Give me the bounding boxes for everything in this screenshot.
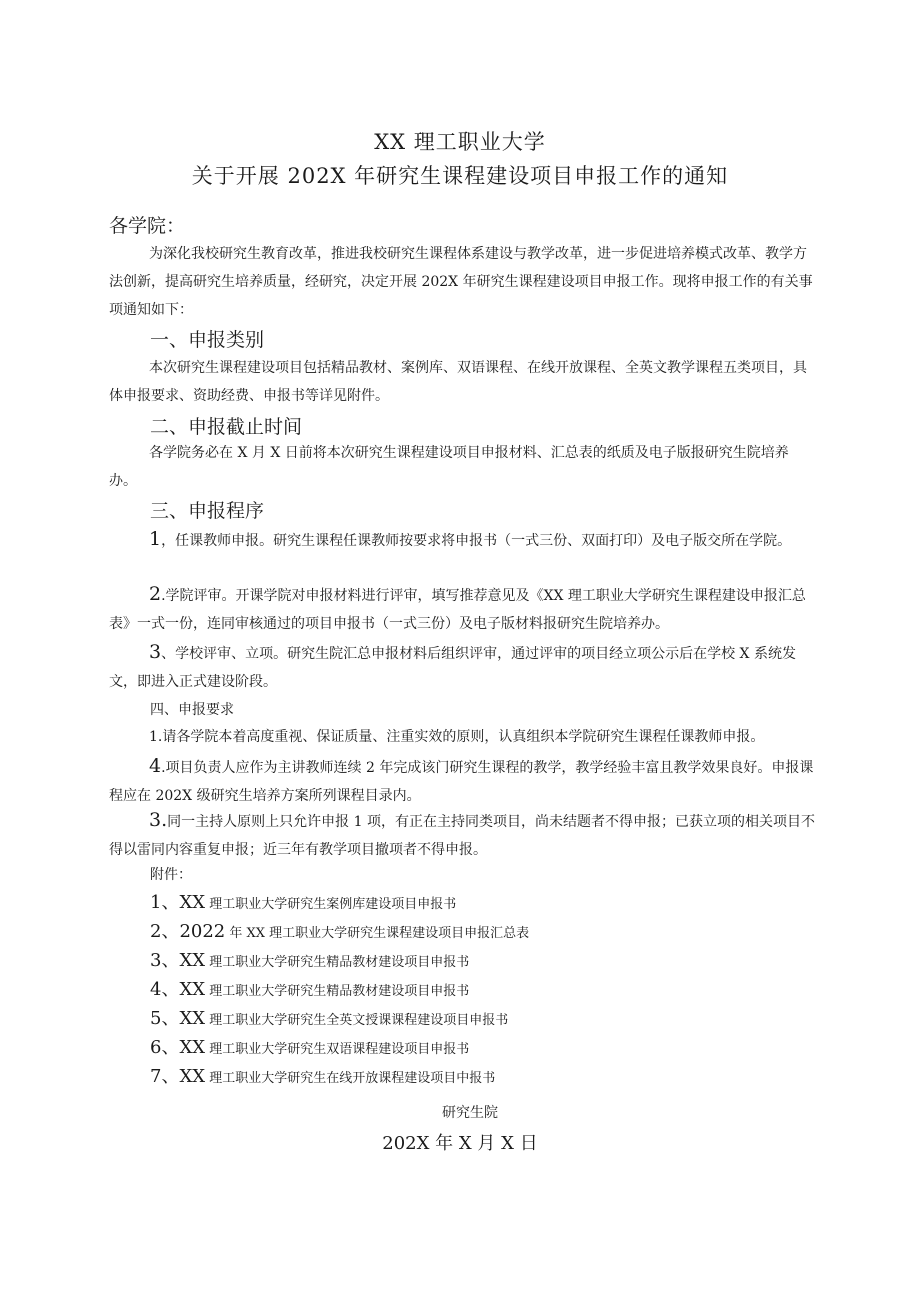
title-notice: 关于开展 202X 年研究生课程建设项目申报工作的通知 bbox=[191, 164, 729, 188]
attachment-text: 理工职业大学研究生精品教材建设项目申报书 bbox=[209, 984, 470, 999]
attachment-prefix: 1、XX bbox=[150, 892, 206, 913]
section-heading-3: 三、申报程序 bbox=[150, 500, 265, 522]
procedure-item-1 bbox=[109, 525, 815, 555]
attachment-prefix: 7、XX bbox=[150, 1066, 206, 1087]
attachments-heading: 附件： bbox=[150, 867, 192, 883]
attachment-text: 理工职业大学研究生在线开放课程建设项目中报书 bbox=[209, 1071, 496, 1086]
attachment-prefix: 3、XX bbox=[150, 950, 206, 971]
requirement-item-2-num: 4 bbox=[149, 755, 162, 777]
attachment-prefix: 5、XX bbox=[150, 1008, 206, 1029]
procedure-item-3-text: 、学校评审、立项。研究生院汇总申报材料后组织评审，通过评审的项目经立项公示后在学校 X 系统发文，即进入正式建设阶段。 bbox=[109, 646, 796, 690]
requirement-item-3-num: 3. bbox=[149, 809, 168, 831]
attachment-item bbox=[150, 1004, 529, 1033]
attachment-item bbox=[150, 975, 529, 1004]
section-heading-2: 二、申报截止时间 bbox=[150, 416, 303, 438]
procedure-item-2 bbox=[109, 580, 815, 638]
procedure-item-3-num: 3 bbox=[149, 641, 162, 663]
attachment-item bbox=[150, 1062, 529, 1091]
salutation: 各学院： bbox=[109, 215, 186, 237]
attachment-prefix: 4、XX bbox=[150, 979, 206, 1000]
attachment-item bbox=[150, 917, 529, 946]
section-heading-1: 一、申报类别 bbox=[150, 329, 265, 351]
attachment-text: 理工职业大学研究生全英文授课课程建设项目申报书 bbox=[209, 1013, 509, 1028]
attachment-item bbox=[150, 888, 529, 917]
requirement-item-2-text: .项目负责人应作为主讲教师连续 2 年完成该门研究生课程的教学，教学经验丰富且教学效果良好。申报课程应在 202X 级研究生培养方案所列课程目录内。 bbox=[109, 760, 814, 804]
requirement-item-1-num: 1. bbox=[149, 729, 163, 745]
attachment-text: 年 XX 理工职业大学研究生课程建设项目申报汇总表 bbox=[229, 926, 530, 941]
procedure-item-1-text: ，任课教师申报。研究生课程任课教师按要求将申报书（一式三份、双面打印）及电子版交所在学院。 bbox=[161, 533, 792, 549]
attachments-list bbox=[150, 888, 529, 1091]
procedure-item-2-num: 2 bbox=[149, 583, 162, 605]
intro-paragraph: 为深化我校研究生教育改革，推进我校研究生课程体系建设与教学改革，进一步促进培养模式改革、教学方法创新，提高研究生培养质量，经研究，决定开展 202X 年研究生课程建设项目申报工作。现将申报工作的有关事项通知如下： bbox=[109, 246, 813, 318]
section-2-text: 各学院务必在 X 月 X 日前将本次研究生课程建设项目申报材料、汇总表的纸质及电子版报研究生院培养办。 bbox=[109, 445, 789, 489]
attachment-prefix: 6、XX bbox=[150, 1037, 206, 1058]
title-university: XX 理工职业大学 bbox=[374, 130, 546, 154]
attachment-text: 理工职业大学研究生案例库建设项目申报书 bbox=[209, 897, 457, 912]
requirement-item-1 bbox=[109, 723, 815, 751]
procedure-item-3 bbox=[109, 638, 815, 696]
requirement-item-1-text: 请各学院本着高度重视、保证质量、注重实效的原则，认真组织本学院研究生课程任课教师申报。 bbox=[162, 729, 765, 745]
signature-org: 研究生院 bbox=[442, 1105, 498, 1121]
attachment-item bbox=[150, 1033, 529, 1062]
attachment-text: 理工职业大学研究生精品教材建设项目申报书 bbox=[209, 955, 470, 970]
section-1-text: 本次研究生课程建设项目包括精品教材、案例库、双语课程、在线开放课程、全英文教学课程五类项目，具体申报要求、资助经费、申报书等详见附件。 bbox=[109, 360, 807, 404]
procedure-item-2-text: .学院评审。开课学院对申报材料进行评审，填写推荐意见及《XX 理工职业大学研究生课程建设申报汇总表》一式一份，连同审核通过的项目申报书（一式三份）及电子版材料报研究生院培养办。 bbox=[109, 588, 806, 632]
procedure-item-1-num: 1 bbox=[149, 528, 162, 550]
attachment-text: 理工职业大学研究生双语课程建设项目申报书 bbox=[209, 1042, 470, 1057]
section-heading-4: 四、申报要求 bbox=[150, 702, 234, 718]
requirement-item-3 bbox=[109, 806, 815, 864]
signature-date: 202X 年 X 月 X 日 bbox=[382, 1133, 538, 1154]
requirement-item-3-text: 同一主持人原则上只允许申报 1 项，有正在主持同类项目，尚未结题者不得申报；已获立项的相关项目不得以雷同内容重复申报；近三年有教学项目撤项者不得申报。 bbox=[109, 814, 815, 858]
attachment-item bbox=[150, 946, 529, 975]
attachment-prefix: 2、2022 bbox=[150, 921, 226, 942]
requirement-item-2 bbox=[109, 752, 815, 810]
